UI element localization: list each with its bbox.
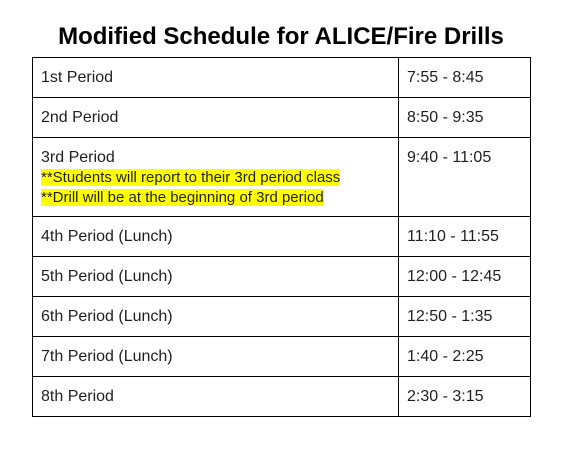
period-cell <box>33 337 399 377</box>
table-row <box>33 337 531 377</box>
page-title: Modified Schedule for ALICE/Fire Drills <box>58 23 504 50</box>
period-cell <box>33 98 399 138</box>
time-label: 12:00 - 12:45 <box>407 268 502 285</box>
time-cell <box>399 337 531 377</box>
time-cell <box>399 377 531 417</box>
highlighted-note: **Drill will be at the beginning of 3rd period <box>41 189 324 206</box>
time-label: 8:50 - 9:35 <box>407 109 484 126</box>
period-label: 4th Period (Lunch) <box>41 228 173 245</box>
period-cell <box>33 217 399 257</box>
period-cell <box>33 377 399 417</box>
period-label: 8th Period <box>41 388 114 405</box>
period-label: 1st Period <box>41 69 114 86</box>
period-label: 5th Period (Lunch) <box>41 268 173 285</box>
time-cell <box>399 297 531 337</box>
time-label: 2:30 - 3:15 <box>407 388 484 405</box>
time-cell <box>399 217 531 257</box>
time-cell <box>399 58 531 98</box>
time-label: 12:50 - 1:35 <box>407 308 493 325</box>
time-label: 1:40 - 2:25 <box>407 348 484 365</box>
period-label: 6th Period (Lunch) <box>41 308 173 325</box>
period-label: 7th Period (Lunch) <box>41 348 173 365</box>
time-cell <box>399 138 531 217</box>
schedule-table <box>32 57 531 417</box>
highlighted-note: **Students will report to their 3rd period class <box>41 169 341 186</box>
period-cell <box>33 257 399 297</box>
table-row <box>33 58 531 98</box>
period-label: 3rd Period <box>41 149 115 166</box>
time-label: 9:40 - 11:05 <box>407 149 492 166</box>
period-cell <box>33 138 399 217</box>
period-label: 2nd Period <box>41 109 119 126</box>
table-row <box>33 297 531 337</box>
table-row <box>33 257 531 297</box>
period-cell <box>33 297 399 337</box>
table-row <box>33 377 531 417</box>
time-cell <box>399 257 531 297</box>
time-label: 11:10 - 11:55 <box>407 228 499 245</box>
table-row <box>33 98 531 138</box>
time-label: 7:55 - 8:45 <box>407 69 484 86</box>
period-cell <box>33 58 399 98</box>
table-row <box>33 138 531 217</box>
time-cell <box>399 98 531 138</box>
table-row <box>33 217 531 257</box>
